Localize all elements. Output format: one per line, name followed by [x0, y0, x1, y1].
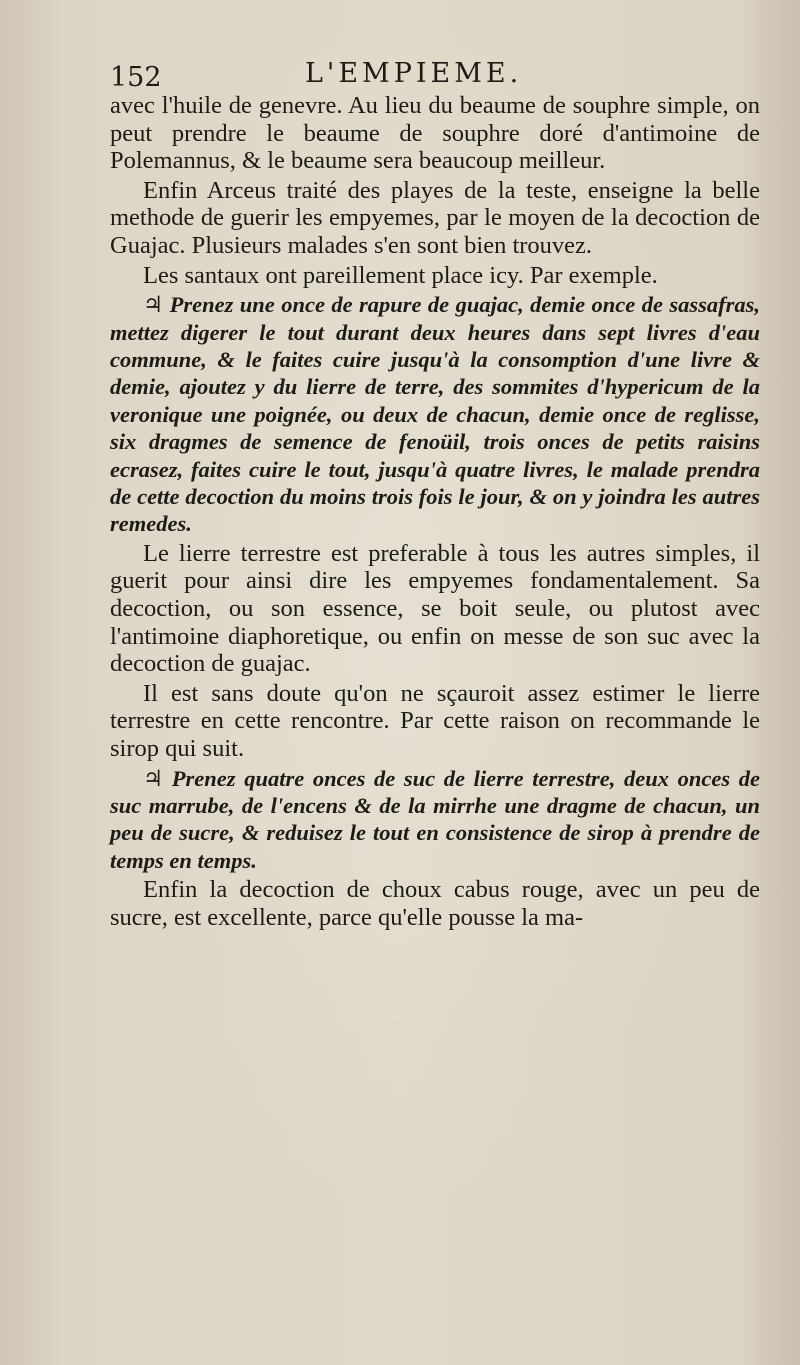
recipe-sirop: ♃ Prenez quatre onces de suc de lierre terrestre, deux onces de suc marrube, de l'encens & de la mirrhe une dragme de chacun, un peu de sucre, & reduisez le tout en consistence de sirop à prendre de temps en temps. — [110, 765, 760, 873]
paragraph-choux: Enfin la decoction de choux cabus rouge, avec un peu de sucre, est excellente, parce qu'elle pousse la ma- — [110, 876, 760, 931]
recipe-guajac: ♃ Prenez une once de rapure de guajac, demie once de sassafras, mettez digerer le tout durant deux heures dans sept livres d'eau commune, & le faites cuire jusqu'à la consomption d'une livre & demie, ajoutez y du lierre de terre, des sommites d'hypericum de la veronique une poignée, ou deux de chacun, demie once de reglisse, six dragmes de semence de fenoüil, trois onces de petits raisins ecrasez, faites cuire le tout, jusqu'à quatre livres, le malade prendra de cette decoction du moins trois fois le jour, & on y joindra les autres remedes. — [110, 292, 760, 537]
paragraph-continuation: avec l'huile de genevre. Au lieu du beaume de souphre simple, on peut prendre le beaume de souphre doré d'antimoine de Polemannus, & le beaume sera beaucoup meilleur. — [110, 92, 760, 175]
running-title: L'EMPIEME. — [305, 58, 523, 89]
paragraph-sirop: Il est sans doute qu'on ne sçauroit assez estimer le lierre terrestre en cette rencontre. Par cette raison on recommande le sirop qui suit. — [110, 679, 760, 762]
paragraph-santaux: Les santaux ont pareillement place icy. Par exemple. — [143, 261, 658, 289]
page-header — [110, 54, 720, 94]
paragraph-lierre: Le lierre terrestre est preferable à tous les autres simples, il guerit pour ainsi dire les empyemes fondamentalement. Sa decoction, ou son essence, se boit seule, ou plutost avec l'antimoine diaphoretique, ou enfin on messe de son suc avec la decoction de guajac. — [110, 539, 760, 678]
paragraph-arceus: Enfin Arceus traité des playes de la teste, enseigne la belle methode de guerir les empyemes, par le moyen de la decoction de Guajac. Plusieurs malades s'en sont bien trouvez. — [110, 176, 760, 259]
page-body — [110, 92, 760, 931]
page-number: 152 — [110, 62, 162, 93]
